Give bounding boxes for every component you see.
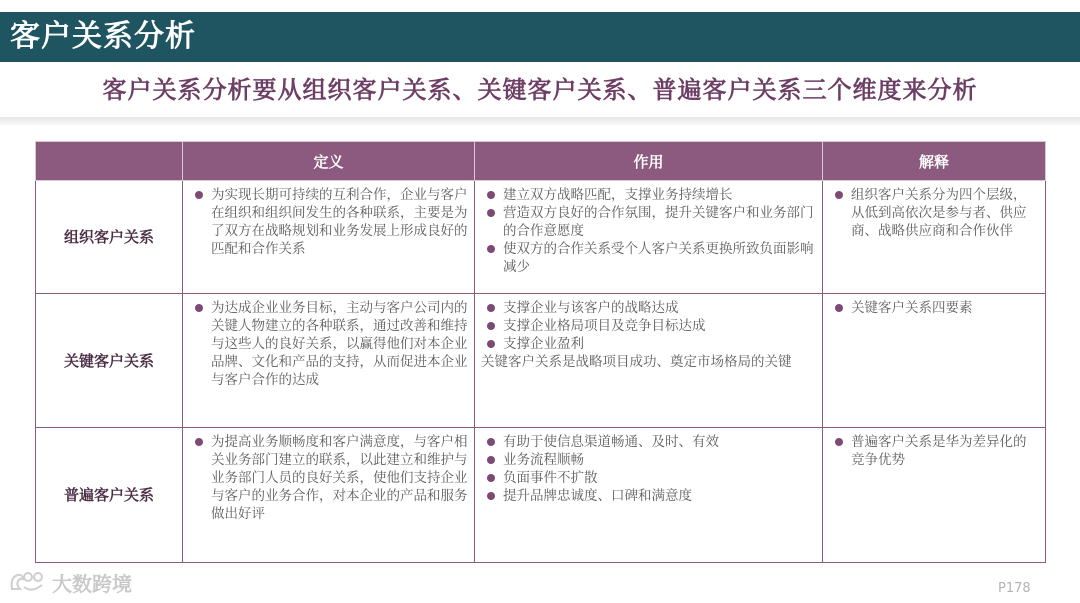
effect-item: 营造双方良好的合作氛围，提升关键客户和业务部门的合作意愿度 — [481, 204, 816, 240]
analysis-table — [35, 141, 1046, 563]
effect-item: 支撑企业与该客户的战略达成 — [481, 299, 816, 317]
effect-item: 有助于使信息渠道畅通、及时、有效 — [481, 433, 816, 451]
watermark — [8, 568, 132, 596]
effect-item: 负面事件不扩散 — [481, 469, 816, 487]
definition-cell — [183, 294, 475, 428]
subtitle-divider — [0, 117, 1080, 125]
row-label-key: 关键客户关系 — [36, 294, 183, 428]
table-row — [36, 428, 1046, 563]
brand-logo-icon — [8, 569, 46, 595]
explanation-cell — [823, 181, 1046, 294]
table-header-effect: 作用 — [475, 142, 823, 181]
effect-item: 支撑企业盈利 — [481, 335, 816, 353]
page-number: P178 — [998, 581, 1031, 596]
definition-item: 为实现长期可持续的互利合作，企业与客户在组织和组织间发生的各种联系，主要是为了双方在战略规划和业务发展上形成良好的匹配和合作关系 — [189, 186, 468, 258]
definition-cell — [183, 181, 475, 294]
effect-item: 业务流程顺畅 — [481, 451, 816, 469]
effect-cell — [475, 294, 823, 428]
effect-cell — [475, 181, 823, 294]
table-header-row — [36, 142, 1046, 181]
table-header-definition: 定义 — [183, 142, 475, 181]
table-row — [36, 294, 1046, 428]
table-row — [36, 181, 1046, 294]
explanation-cell — [823, 428, 1046, 563]
effect-item: 提升品牌忠诚度、口碑和满意度 — [481, 487, 816, 505]
effect-item: 支撑企业格局项目及竞争目标达成 — [481, 317, 816, 335]
effect-note: 关键客户关系是战略项目成功、奠定市场格局的关键 — [481, 354, 792, 370]
effect-cell — [475, 428, 823, 563]
row-label-organization: 组织客户关系 — [36, 181, 183, 294]
row-label-general: 普遍客户关系 — [36, 428, 183, 563]
watermark-text: 大数跨境 — [52, 571, 132, 596]
definition-cell — [183, 428, 475, 563]
explanation-cell — [823, 294, 1046, 428]
effect-item: 使双方的合作关系受个人客户关系更换所致负面影响减少 — [481, 240, 816, 276]
table-header-corner — [36, 142, 183, 181]
explanation-item: 普遍客户关系是华为差异化的竞争优势 — [829, 433, 1039, 469]
explanation-item: 组织客户关系分为四个层级，从低到高依次是参与者、供应商、战略供应商和合作伙伴 — [829, 186, 1039, 240]
page-subtitle: 客户关系分析要从组织客户关系、关键客户关系、普遍客户关系三个维度来分析 — [102, 76, 978, 104]
definition-item: 为达成企业业务目标，主动与客户公司内的关键人物建立的各种联系，通过改善和维持与这些人的良好关系，以赢得他们对本企业品牌、文化和产品的支持，从而促进本企业与客户合作的达成 — [189, 299, 468, 389]
effect-item: 建立双方战略匹配，支撑业务持续增长 — [481, 186, 816, 204]
header-bar — [0, 12, 1080, 62]
page-title: 客户关系分析 — [10, 19, 196, 54]
table-header-explanation: 解释 — [823, 142, 1046, 181]
definition-item: 为提高业务顺畅度和客户满意度，与客户相关业务部门建立的联系，以此建立和维护与业务部门人员的良好关系，使他们支持企业与客户的业务合作，对本企业的产品和服务做出好评 — [189, 433, 468, 523]
explanation-item: 关键客户关系四要素 — [829, 299, 1039, 317]
